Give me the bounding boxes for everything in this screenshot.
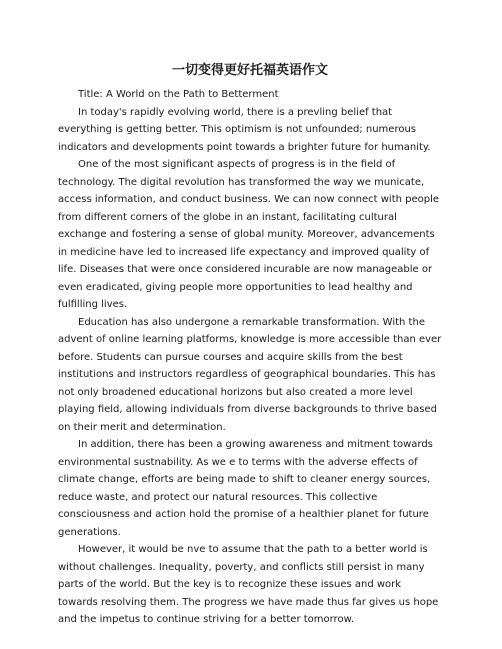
paragraph-2: One of the most significant aspects of progress is in the field of technology. The digital revolution has transformed the way we municate, access information, and conduct business. We can now connect with people from different corners of the globe in an instant, facilitating cultural exchange and fostering a sense of global munity. Moreover, advancements in medicine have led to increased life expectancy and improved quality of life. Diseases that were once considered incurable are now manageable or even eradicated, giving people more opportunities to lead healthy and fulfilling lives. — [58, 159, 440, 310]
paragraph-5: However, it would be nve to assume that the path to a better world is without challenges. Inequality, poverty, and conflicts still persist in many parts of the world. But the key is to recognize these issues and work towards resolving them. The progress we have made thus far gives us hope and the impetus to continue striving for a better tomorrow. — [58, 544, 439, 625]
paragraph-3: Education has also undergone a remarkable transformation. With the advent of online learning platforms, knowledge is more accessible than ever before. Students can pursue courses and acquire skills from the best institutions and instructors regardless of geographical boundaries. This has not only broadened educational horizons but also created a more level playing field, allowing individuals from diverse backgrounds to thrive based on their merit and determination. — [58, 316, 442, 433]
document-page — [58, 62, 442, 629]
paragraph-1: In today's rapidly evolving world, there is a prevling belief that everything is getting better. This optimism is not unfounded; numerous indicators and developments point towards a brighter future for humanity. — [58, 106, 431, 153]
essay-title: Title: A World on the Path to Betterment — [78, 89, 279, 100]
paragraph-4: In addition, there has been a growing awareness and mitment towards environmental sustnability. As we e to terms with the adverse effects of climate change, efforts are being made to shift to cleaner energy sources, reduce waste, and protect our natural resources. This collective consciousness and action hold the promise of a healthier planet for future generations. — [58, 439, 433, 538]
document-heading: 一切变得更好托福英语作文 — [171, 63, 328, 78]
